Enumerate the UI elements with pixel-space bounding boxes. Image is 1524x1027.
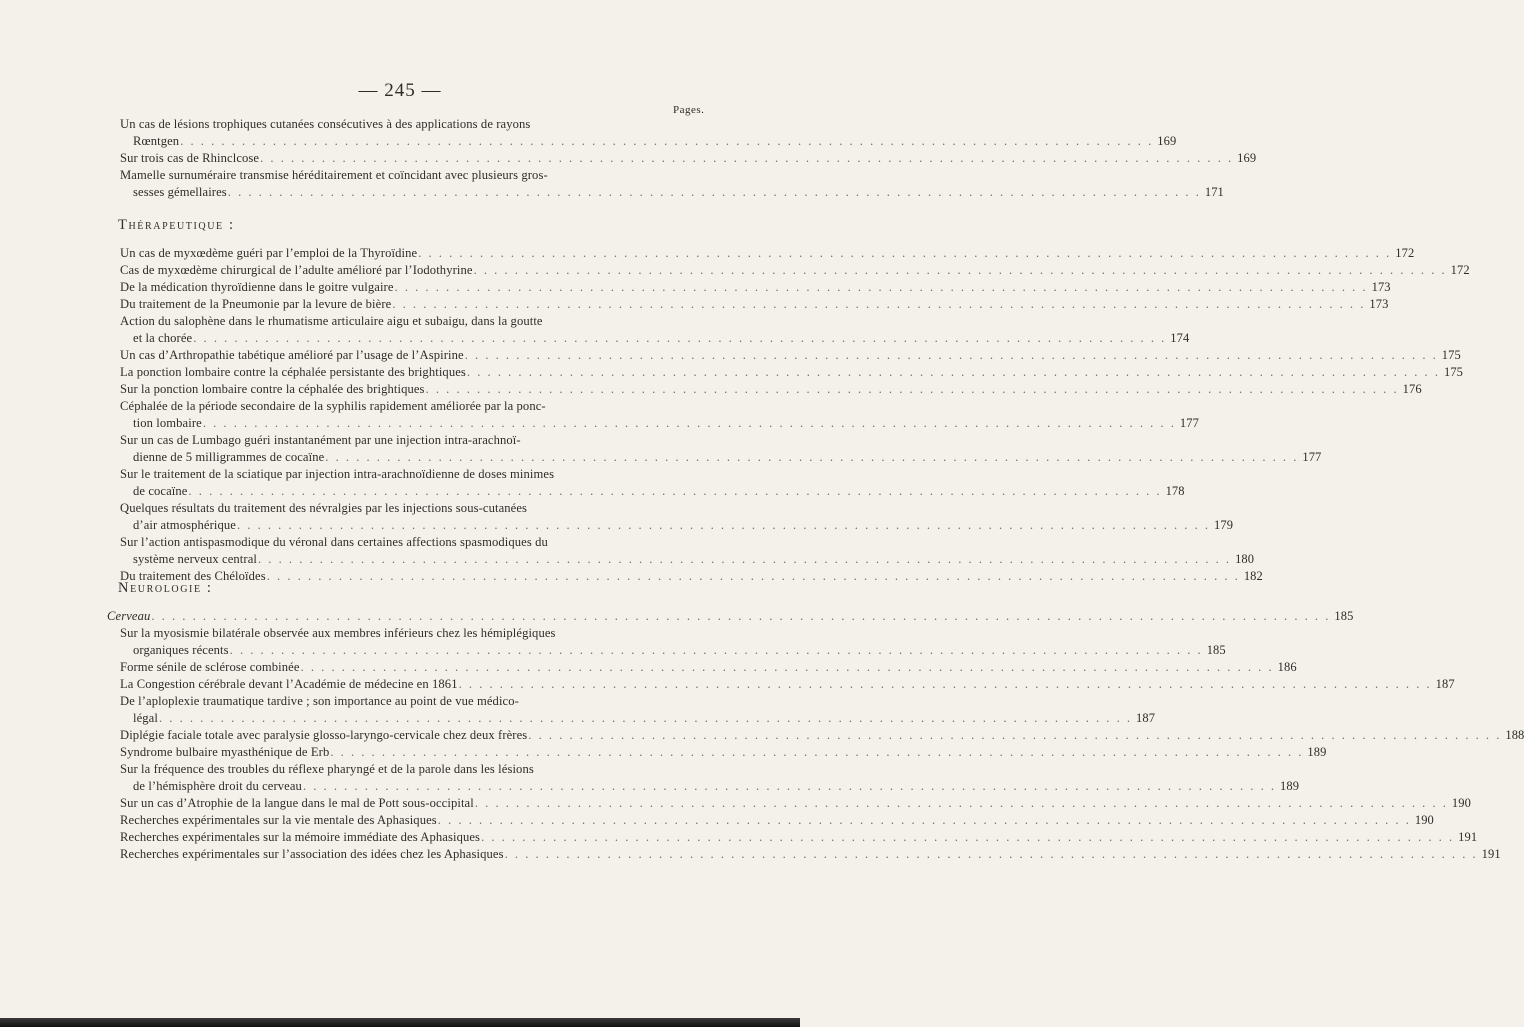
entry-title: La ponction lombaire contre la céphalée persistante des brightiques [120,365,466,379]
entry-title: Du traitement des Chéloïdes [120,569,266,583]
entry-title-line: Sur le traitement de la sciatique par injection intra-arachnoïdienne de doses minimes [120,467,555,481]
page-ref: 175 [1441,348,1461,362]
entry-title: légal [133,711,158,725]
toc-entry [120,676,1455,693]
toc-entry [120,364,1464,381]
toc-entry [120,846,1501,863]
entry-last-line [120,262,1470,279]
toc-entry [120,534,1255,568]
leader-dots: . . . . . . . . . . . . . . . . . . . . . . . . . . . . . . . . . . . . . . . . . . . . . . . . . . . . . . . . . . . . . . . . . . . . . . . . . . . . . . . . . . . . . . . . . . . . . . . [188,484,1162,498]
toc-entry [120,245,1415,262]
entry-title: Recherches expérimentales sur l’association des idées chez les Aphasiques [120,847,504,861]
entry-title: Un cas de myxœdème guéri par l’emploi de la Thyroïdine [120,246,418,260]
entry-last-line [120,449,1322,466]
page-ref: 189 [1280,779,1300,793]
subheading-cerveau [107,608,1354,625]
page-ref: 177 [1302,450,1322,464]
page-ref: 187 [1435,677,1455,691]
toc-entry [120,398,1199,432]
leader-dots: . . . . . . . . . . . . . . . . . . . . . . . . . . . . . . . . . . . . . . . . . . . . . . . . . . . . . . . . . . . . . . . . . . . . . . . . . . . . . . . . . . . . . . . . . . . . . . . [418,246,1392,260]
leader-dots: . . . . . . . . . . . . . . . . . . . . . . . . . . . . . . . . . . . . . . . . . . . . . . . . . . . . . . . . . . . . . . . . . . . . . . . . . . . . . . . . . . . . . . . . . . . . . . . [158,711,1133,725]
leader-dots: . . . . . . . . . . . . . . . . . . . . . . . . . . . . . . . . . . . . . . . . . . . . . . . . . . . . . . . . . . . . . . . . . . . . . . . . . . . . . . . . . . . . . . . . . . . . . . . [464,348,1438,362]
toc-entry [120,659,1297,676]
entry-last-line [120,778,1300,795]
toc-entry [120,279,1391,296]
entry-last-line [120,296,1389,313]
entry-last-line [120,347,1461,364]
entry-title-line: Sur l’action antispasmodique du véronal dans certaines affections spasmodiques du [120,535,548,549]
leader-dots: . . . . . . . . . . . . . . . . . . . . . . . . . . . . . . . . . . . . . . . . . . . . . . . . . . . . . . . . . . . . . . . . . . . . . . . . . . . . . . . . . . . . . . . . . . . . . . . [180,134,1154,148]
entry-title-line: Mamelle surnuméraire transmise héréditairement et coïncidant avec plusieurs gros- [120,168,548,182]
leader-dots: . . . . . . . . . . . . . . . . . . . . . . . . . . . . . . . . . . . . . . . . . . . . . . . . . . . . . . . . . . . . . . . . . . . . . . . . . . . . . . . . . . . . . . . . . . . . . . . [229,643,1203,657]
leader-dots: . . . . . . . . . . . . . . . . . . . . . . . . . . . . . . . . . . . . . . . . . . . . . . . . . . . . . . . . . . . . . . . . . . . . . . . . . . . . . . . . . . . . . . . . . . . . . . . [437,813,1411,827]
entry-last-line [120,551,1255,568]
entry-title-line: Sur la fréquence des troubles du réflexe pharyngé et de la parole dans les lésions [120,762,534,776]
leader-dots: . . . . . . . . . . . . . . . . . . . . . . . . . . . . . . . . . . . . . . . . . . . . . . . . . . . . . . . . . . . . . . . . . . . . . . . . . . . . . . . . . . . . . . . . . . . . . . . [266,569,1240,583]
toc-top-section [120,116,1257,201]
toc-entry [120,432,1322,466]
page-ref: 180 [1235,552,1255,566]
entry-title: De la médication thyroïdienne dans le goitre vulgaire [120,280,394,294]
leader-dots: . . . . . . . . . . . . . . . . . . . . . . . . . . . . . . . . . . . . . . . . . . . . . . . . . . . . . . . . . . . . . . . . . . . . . . . . . . . . . . . . . . . . . . . . . . . . . . . [474,796,1448,810]
page-ref: 189 [1307,745,1327,759]
entry-last-line [120,330,1190,347]
entry-last-line [120,245,1415,262]
toc-entry [120,381,1422,398]
toc-entry [120,347,1461,364]
toc-neurologie-entries [107,608,1524,863]
entry-title: Sur un cas d’Atrophie de la langue dans le mal de Pott sous-occipital [120,796,474,810]
leader-dots: . . . . . . . . . . . . . . . . . . . . . . . . . . . . . . . . . . . . . . . . . . . . . . . . . . . . . . . . . . . . . . . . . . . . . . . . . . . . . . . . . . . . . . . . . . . . . . . [504,847,1478,861]
entry-title-line: Quelques résultats du traitement des névralgies par les injections sous-cutanées [120,501,528,515]
entry-last-line [120,659,1297,676]
toc-neurologie-section [120,580,640,597]
toc-entry [120,150,1257,167]
page-ref: 191 [1458,830,1478,844]
entry-last-line [120,846,1501,863]
bottom-edge-rule [0,1018,800,1027]
entry-title-line: Sur la myosismie bilatérale observée aux membres inférieurs chez les hémiplégiques [120,626,556,640]
entry-last-line [120,184,1224,201]
entry-title: sesses gémellaires [133,185,227,199]
page-ref: 188 [1505,728,1524,742]
pages-column-label: Pages. [673,104,705,116]
page-ref: 182 [1243,569,1263,583]
leader-dots: . . . . . . . . . . . . . . . . . . . . . . . . . . . . . . . . . . . . . . . . . . . . . . . . . . . . . . . . . . . . . . . . . . . . . . . . . . . . . . . . . . . . . . . . . . . . . . . [302,779,1277,793]
page-ref: 169 [1237,151,1257,165]
leader-dots: . . . . . . . . . . . . . . . . . . . . . . . . . . . . . . . . . . . . . . . . . . . . . . . . . . . . . . . . . . . . . . . . . . . . . . . . . . . . . . . . . . . . . . . . . . . . . . . [392,297,1366,311]
entry-title: et la chorée [133,331,193,345]
entry-list [120,116,1257,201]
entry-title-line: Action du salophène dans le rhumatisme articulaire aigu et subaigu, dans la goutte [120,314,543,328]
entry-title-line: Céphalée de la période secondaire de la syphilis rapidement améliorée par la ponc- [120,399,546,413]
toc-entry [120,761,1300,795]
entry-last-line [120,150,1257,167]
entry-list [120,245,1470,585]
leader-dots: . . . . . . . . . . . . . . . . . . . . . . . . . . . . . . . . . . . . . . . . . . . . . . . . . . . . . . . . . . . . . . . . . . . . . . . . . . . . . . . . . . . . . . . . . . . . . . . [466,365,1440,379]
leader-dots: . . . . . . . . . . . . . . . . . . . . . . . . . . . . . . . . . . . . . . . . . . . . . . . . . . . . . . . . . . . . . . . . . . . . . . . . . . . . . . . . . . . . . . . . . . . . . . . [227,185,1201,199]
entry-title-line: De l’aploplexie traumatique tardive ; son importance au point de vue médico- [120,694,519,708]
leader-dots: . . . . . . . . . . . . . . . . . . . . . . . . . . . . . . . . . . . . . . . . . . . . . . . . . . . . . . . . . . . . . . . . . . . . . . . . . . . . . . . . . . . . . . . . . . . . . . . . . . . . . . . . . . . . . . . . . . . [151,609,1331,623]
toc-entry [120,625,1226,659]
entry-title: tion lombaire [133,416,202,430]
entry-title: organiques récents [133,643,229,657]
entry-title: système nerveux central [133,552,257,566]
toc-entry [120,812,1434,829]
entry-last-line [120,381,1422,398]
entry-title: Cas de myxœdème chirurgical de l’adulte amélioré par l’Iodothyrine [120,263,473,277]
page-ref: 185 [1334,609,1354,623]
page-ref: 177 [1179,416,1199,430]
page-number: — 245 — [358,80,442,101]
entry-last-line [120,133,1177,150]
toc-entry [120,296,1389,313]
entry-title: de cocaïne [133,484,188,498]
toc-entry [120,727,1524,744]
entry-last-line [120,744,1327,761]
entry-title: La Congestion cérébrale devant l’Académie de médecine en 1861 [120,677,458,691]
entry-last-line [120,727,1524,744]
leader-dots: . . . . . . . . . . . . . . . . . . . . . . . . . . . . . . . . . . . . . . . . . . . . . . . . . . . . . . . . . . . . . . . . . . . . . . . . . . . . . . . . . . . . . . . . . . . . . . . [473,263,1447,277]
entry-title: Syndrome bulbaire myasthénique de Erb [120,745,330,759]
leader-dots: . . . . . . . . . . . . . . . . . . . . . . . . . . . . . . . . . . . . . . . . . . . . . . . . . . . . . . . . . . . . . . . . . . . . . . . . . . . . . . . . . . . . . . . . . . . . . . . [236,518,1211,532]
entry-title: de l’hémisphère droit du cerveau [133,779,302,793]
toc-entry [120,693,1156,727]
entry-last-line [120,829,1478,846]
page-ref: 187 [1136,711,1156,725]
page-ref: 175 [1443,365,1464,379]
page-ref: 178 [1165,484,1185,498]
page-ref: 172 [1395,246,1415,260]
entry-last-line [120,364,1464,381]
entry-last-line [120,812,1434,829]
toc-entry [120,167,1224,201]
leader-dots: . . . . . . . . . . . . . . . . . . . . . . . . . . . . . . . . . . . . . . . . . . . . . . . . . . . . . . . . . . . . . . . . . . . . . . . . . . . . . . . . . . . . . . . . . . . . . . . [258,552,1232,566]
page-ref: 174 [1170,331,1190,345]
entry-title: Forme sénile de sclérose combinée [120,660,300,674]
leader-dots: . . . . . . . . . . . . . . . . . . . . . . . . . . . . . . . . . . . . . . . . . . . . . . . . . . . . . . . . . . . . . . . . . . . . . . . . . . . . . . . . . . . . . . . . . . . . . . . [528,728,1502,742]
entry-last-line [120,795,1471,812]
page-ref: 176 [1402,382,1422,396]
toc-entry [120,262,1470,279]
leader-dots: . . . . . . . . . . . . . . . . . . . . . . . . . . . . . . . . . . . . . . . . . . . . . . . . . . . . . . . . . . . . . . . . . . . . . . . . . . . . . . . . . . . . . . . . . . . . . . . [193,331,1167,345]
entry-last-line [120,415,1199,432]
entry-last-line [120,710,1156,727]
subheading-label: Cerveau [107,609,151,623]
toc-therapeutique-entries [120,245,1470,585]
entry-title: Sur la ponction lombaire contre la céphalée des brightiques [120,382,425,396]
toc-entry [120,466,1185,500]
entry-title: Recherches expérimentales sur la mémoire immédiate des Aphasiques [120,830,481,844]
page-ref: 179 [1214,518,1234,532]
entry-title: d’air atmosphérique [133,518,236,532]
entry-last-line [120,517,1234,534]
section-title-neurologie: Neurologie : [118,580,213,596]
page-ref: 190 [1451,796,1471,810]
toc-entry [120,313,1190,347]
entry-title: Rœntgen [133,134,180,148]
page-ref: 191 [1481,847,1501,861]
leader-dots: . . . . . . . . . . . . . . . . . . . . . . . . . . . . . . . . . . . . . . . . . . . . . . . . . . . . . . . . . . . . . . . . . . . . . . . . . . . . . . . . . . . . . . . . . . . . . . . [394,280,1368,294]
toc-entry [120,500,1234,534]
toc-entry [120,795,1471,812]
page-ref: 169 [1157,134,1177,148]
entry-title: Diplégie faciale totale avec paralysie glosso-laryngo-cervicale chez deux frères [120,728,528,742]
entry-title: Sur trois cas de Rhinclcose [120,151,260,165]
entry-title-line: Sur un cas de Lumbago guéri instantanément par une injection intra-arachnoï- [120,433,521,447]
leader-dots: . . . . . . . . . . . . . . . . . . . . . . . . . . . . . . . . . . . . . . . . . . . . . . . . . . . . . . . . . . . . . . . . . . . . . . . . . . . . . . . . . . . . . . . . . . . . . . . [330,745,1304,759]
toc-entry [120,744,1327,761]
entry-last-line [120,483,1185,500]
entry-last-line [120,642,1226,659]
entry-title-line: Un cas de lésions trophiques cutanées consécutives à des applications de rayons [120,117,531,131]
toc-entry [120,829,1478,846]
entry-title: Un cas d’Arthropathie tabétique amélioré par l’usage de l’Aspirine [120,348,464,362]
leader-dots: . . . . . . . . . . . . . . . . . . . . . . . . . . . . . . . . . . . . . . . . . . . . . . . . . . . . . . . . . . . . . . . . . . . . . . . . . . . . . . . . . . . . . . . . . . . . . . . [260,151,1234,165]
leader-dots: . . . . . . . . . . . . . . . . . . . . . . . . . . . . . . . . . . . . . . . . . . . . . . . . . . . . . . . . . . . . . . . . . . . . . . . . . . . . . . . . . . . . . . . . . . . . . . . [458,677,1432,691]
entry-title: Recherches expérimentales sur la vie mentale des Aphasiques [120,813,437,827]
entry-title: Du traitement de la Pneumonie par la levure de bière [120,297,392,311]
leader-dots: . . . . . . . . . . . . . . . . . . . . . . . . . . . . . . . . . . . . . . . . . . . . . . . . . . . . . . . . . . . . . . . . . . . . . . . . . . . . . . . . . . . . . . . . . . . . . . . [300,660,1274,674]
leader-dots: . . . . . . . . . . . . . . . . . . . . . . . . . . . . . . . . . . . . . . . . . . . . . . . . . . . . . . . . . . . . . . . . . . . . . . . . . . . . . . . . . . . . . . . . . . . . . . . [481,830,1455,844]
toc-entry [120,116,1177,150]
entry-list [120,625,1524,863]
entry-last-line [120,279,1391,296]
leader-dots: . . . . . . . . . . . . . . . . . . . . . . . . . . . . . . . . . . . . . . . . . . . . . . . . . . . . . . . . . . . . . . . . . . . . . . . . . . . . . . . . . . . . . . . . . . . . . . . [325,450,1299,464]
page-ref: 190 [1414,813,1434,827]
page-ref: 173 [1371,280,1391,294]
page-ref: 171 [1204,185,1224,199]
leader-dots: . . . . . . . . . . . . . . . . . . . . . . . . . . . . . . . . . . . . . . . . . . . . . . . . . . . . . . . . . . . . . . . . . . . . . . . . . . . . . . . . . . . . . . . . . . . . . . . [425,382,1399,396]
toc-therapeutique-section [120,217,640,234]
entry-last-line [120,676,1455,693]
entry-title: dienne de 5 milligrammes de cocaïne [133,450,325,464]
page-ref: 173 [1369,297,1389,311]
section-title-therapeutique: Thérapeutique : [118,217,235,233]
page-ref: 186 [1277,660,1297,674]
leader-dots: . . . . . . . . . . . . . . . . . . . . . . . . . . . . . . . . . . . . . . . . . . . . . . . . . . . . . . . . . . . . . . . . . . . . . . . . . . . . . . . . . . . . . . . . . . . . . . . [202,416,1176,430]
page-ref: 185 [1206,643,1226,657]
page-ref: 172 [1450,263,1470,277]
